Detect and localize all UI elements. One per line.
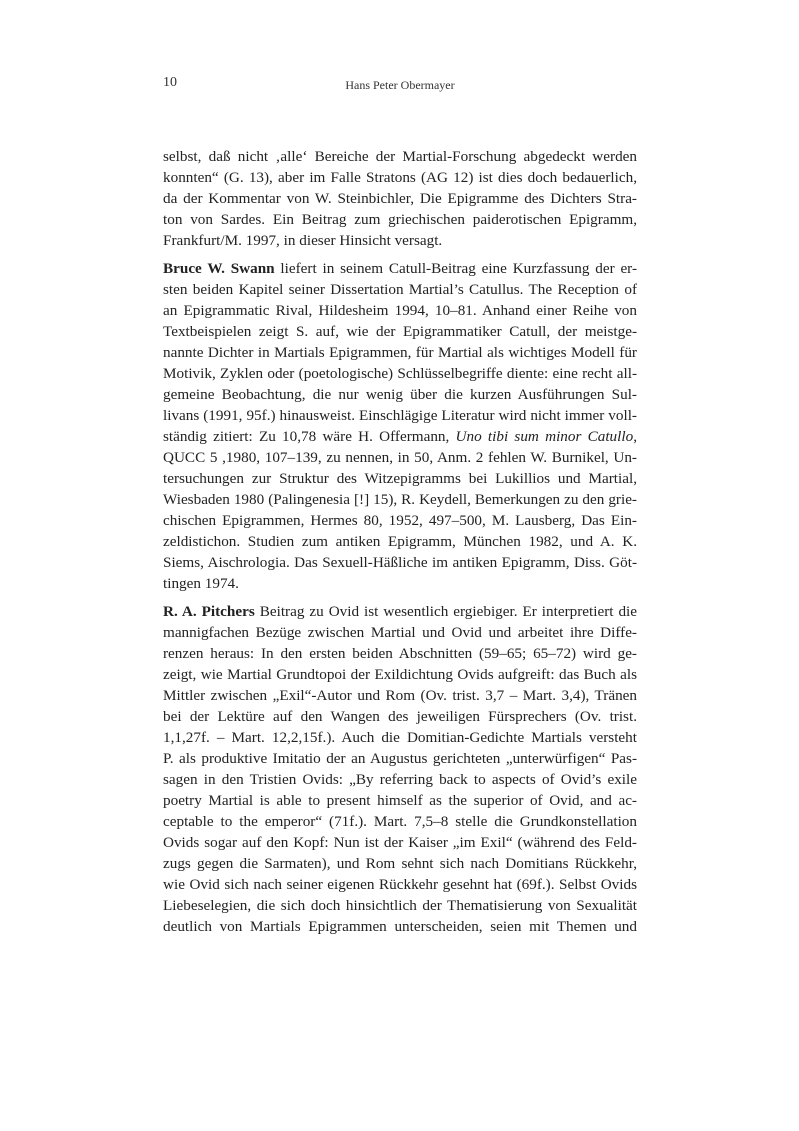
text-line: R. A. Pitchers Beitrag zu Ovid ist wesentlich ergiebiger. Er interpretiert die (163, 603, 637, 620)
text-line: zeldistichon. Studien zum antiken Epigramm, München 1982, und A. K. (163, 533, 637, 550)
running-header (163, 75, 637, 95)
author-name-swann: Bruce W. Swann (163, 260, 275, 277)
text-line: tingen 1974. (163, 575, 239, 592)
text-line: mannigfachen Bezüge zwischen Martial und Ovid und arbeitet ihre Diffe- (163, 624, 637, 641)
text-line: deutlich von Martials Epigrammen unterscheiden, seien mit Themen und (163, 918, 637, 935)
text-line: Liebeselegien, die sich doch hinsichtlich der Thematisierung von Sexualität (163, 897, 637, 914)
text-line: Motivik, Zyklen oder (poetologische) Schlüsselbegriffe diente: eine recht all- (163, 365, 637, 382)
text-line: ceptable to the emperor“ (71f.). Mart. 7,5–8 stelle die Grundkonstellation (163, 813, 637, 830)
text-line: an Epigrammatic Rival, Hildesheim 1994, 10–81. Anhand einer Reihe von (163, 302, 637, 319)
body-text (163, 146, 637, 944)
author-name-pitchers: R. A. Pitchers (163, 603, 255, 620)
text-line: ton von Sardes. Ein Beitrag zum griechischen paiderotischen Epigramm, (163, 211, 637, 228)
text-line: renzen heraus: In den ersten beiden Abschnitten (59–65; 65–72) wird ge- (163, 645, 637, 662)
italic-title: Uno tibi sum minor Catullo (455, 428, 634, 445)
text-line: Bruce W. Swann liefert in seinem Catull-Beitrag eine Kurzfassung der er- (163, 260, 637, 277)
text-line: P. als produktive Imitatio der an Augustus gerichteten „unterwürfigen“ Pas- (163, 750, 637, 767)
page-number: 10 (163, 75, 177, 90)
running-title-author: Hans Peter Obermayer (345, 78, 455, 92)
text-line: zugs gegen die Sarmaten), und Rom sehnt sich nach Domitians Rückkehr, (163, 855, 637, 872)
text-line: da der Kommentar von W. Steinbichler, Die Epigramme des Dichters Stra- (163, 190, 637, 207)
paragraph-steinbichler (163, 146, 637, 251)
text-line: nannte Dichter in Martials Epigrammen, für Martial als wichtiges Modell für (163, 344, 637, 361)
text-line: Wiesbaden 1980 (Palingenesia [!] 15), R. Keydell, Bemerkungen zu den grie- (163, 491, 637, 508)
text-line: Siems, Aischrologia. Das Sexuell-Häßliche im antiken Epigramm, Diss. Göt- (163, 554, 637, 571)
text-line: Textbeispielen zeigt S. auf, wie der Epigrammatiker Catull, der meistge- (163, 323, 637, 340)
text-line: sagen in den Tristien Ovids: „By referring back to aspects of Ovid’s exile (163, 771, 637, 788)
text-line: Ovids sogar auf den Kopf: Nun ist der Kaiser „im Exil“ (während des Feld- (163, 834, 637, 851)
text-line: konnten“ (G. 13), aber im Falle Stratons (AG 12) ist dies doch bedauerlich, (163, 169, 637, 186)
text-line: wie Ovid sich nach seiner eigenen Rückkehr gesehnt hat (69f.). Selbst Ovids (163, 876, 637, 893)
text-line: sten beiden Kapitel seiner Dissertation Martial’s Catullus. The Reception of (163, 281, 637, 298)
text-line: Frankfurt/M. 1997, in dieser Hinsicht versagt. (163, 232, 443, 249)
paragraph-swann (163, 258, 637, 594)
paragraph-pitchers (163, 601, 637, 937)
text-line: ständig zitiert: Zu 10,78 wäre H. Offermann, Uno tibi sum minor Catullo, (163, 428, 637, 445)
text-line: poetry Martial is able to present himself as the superior of Ovid, and ac- (163, 792, 637, 809)
text-line: tersuchungen zur Struktur des Witzepigramms bei Lukillios und Martial, (163, 470, 637, 487)
text-line: bei der Lektüre auf den Wangen des jeweiligen Fürsprechers (Ov. trist. (163, 708, 637, 725)
text-line: chischen Epigrammen, Hermes 80, 1952, 497–500, M. Lausberg, Das Ein- (163, 512, 637, 529)
text-line: zeigt, wie Martial Grundtopoi der Exildichtung Ovids aufgreift: das Buch als (163, 666, 637, 683)
text-line: gemeine Beobachtung, die nur wenig über die kurzen Ausführungen Sul- (163, 386, 637, 403)
text-line: 1,1,27f. – Mart. 12,2,15f.). Auch die Domitian-Gedichte Martials versteht (163, 729, 637, 746)
text-line: Mittler zwischen „Exil“-Autor und Rom (Ov. trist. 3,7 – Mart. 3,4), Tränen (163, 687, 637, 704)
text-line: selbst, daß nicht ‚alle‘ Bereiche der Martial-Forschung abgedeckt werden (163, 148, 637, 165)
text-line: livans (1991, 95f.) hinausweist. Einschlägige Literatur wird nicht immer voll- (163, 407, 637, 424)
text-line: QUCC 5 ,1980, 107–139, zu nennen, in 50, Anm. 2 fehlen W. Burnikel, Un- (163, 449, 637, 466)
